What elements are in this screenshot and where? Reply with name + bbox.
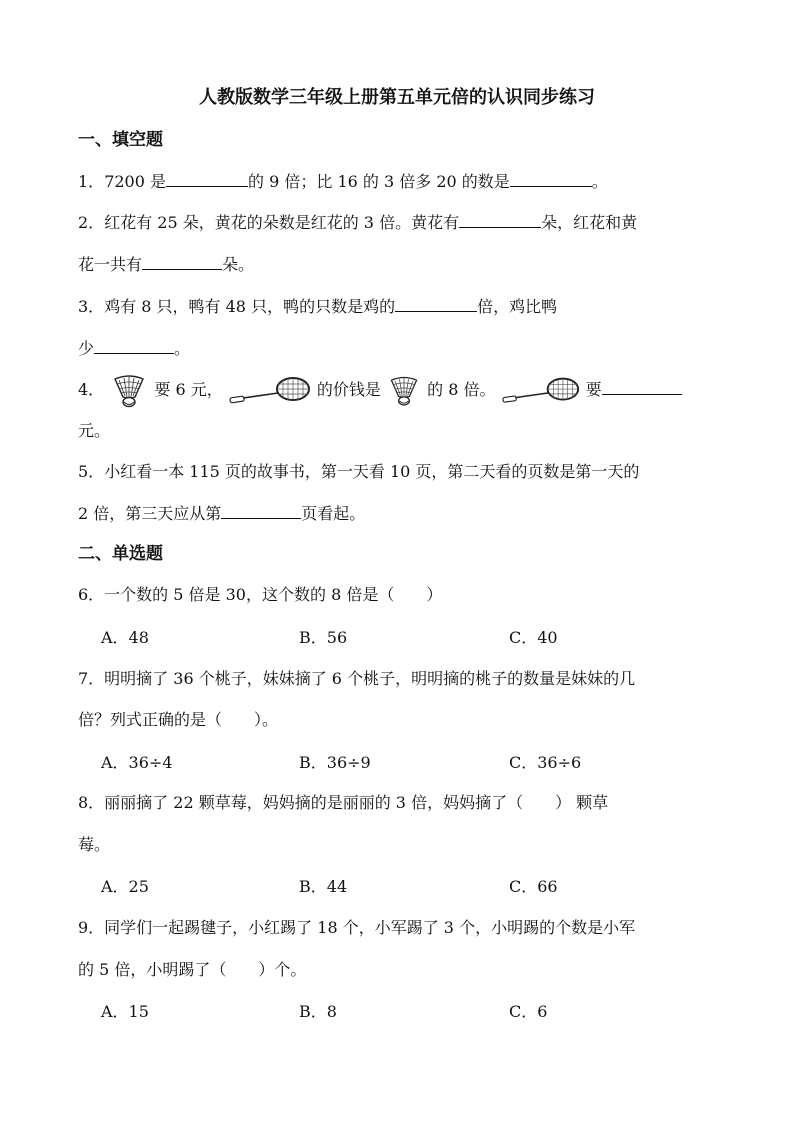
question-text: 朵，红花和黄	[541, 213, 638, 232]
question-number: 1．	[78, 172, 105, 191]
question-text: 鸡有 8 只，鸭有 48 只，鸭的只数是鸡的	[104, 297, 396, 316]
option-b[interactable]: B．44	[299, 877, 348, 896]
question-2	[78, 209, 637, 236]
answer-blank[interactable]	[459, 209, 541, 228]
question-9-continued: 的 5 倍，小明踢了（ ）个。	[78, 960, 307, 979]
question-1	[78, 168, 608, 195]
question-text: 页看起。	[301, 504, 366, 523]
question-5-continued	[78, 500, 365, 527]
shuttlecock-icon	[386, 371, 422, 411]
question-6: 6．一个数的 5 倍是 30，这个数的 8 倍是（ ）	[78, 585, 443, 604]
question-text: 倍，鸡比鸭	[477, 297, 558, 316]
answer-blank[interactable]	[395, 293, 477, 312]
badminton-racket-icon	[501, 376, 581, 406]
answer-blank[interactable]	[142, 251, 222, 270]
section-heading-fill: 一、填空题	[78, 130, 163, 150]
option-c[interactable]: C．66	[509, 877, 558, 896]
option-c[interactable]: C．6	[509, 1002, 548, 1021]
question-text: 朵。	[222, 255, 255, 274]
question-number: 4．	[78, 380, 105, 399]
question-text: 2 倍，第三天应从第	[78, 504, 222, 523]
question-7-continued: 倍？列式正确的是（ ）。	[78, 710, 279, 729]
answer-blank[interactable]	[221, 500, 301, 519]
question-text: 小红看一本 115 页的故事书，第一天看 10 页，第二天看的页数是第一天的	[104, 462, 640, 481]
question-4	[78, 370, 682, 411]
option-b[interactable]: B．8	[299, 1002, 337, 1021]
option-c[interactable]: C．36÷6	[509, 753, 582, 772]
question-number: 3．	[78, 297, 105, 316]
question-text: 的 8 倍。	[427, 380, 496, 399]
answer-blank[interactable]	[510, 168, 592, 187]
question-number: 5．	[78, 462, 105, 481]
question-text: 要 6 元，	[154, 380, 223, 399]
shuttlecock-icon	[109, 371, 149, 411]
section-heading-choice: 二、单选题	[78, 544, 163, 564]
page-title: 人教版数学三年级上册第五单元倍的认识同步练习	[199, 87, 595, 108]
option-a[interactable]: A．15	[101, 1002, 149, 1021]
question-3	[78, 293, 557, 320]
answer-blank[interactable]	[166, 168, 248, 187]
option-a[interactable]: A．36÷4	[101, 753, 173, 772]
question-text: 的 9 倍；比 16 的 3 倍多 20 的数是	[248, 172, 510, 191]
question-text: 要	[585, 380, 602, 399]
question-text: 。	[174, 339, 191, 358]
question-7: 7．明明摘了 36 个桃子，妹妹摘了 6 个桃子，明明摘的桃子的数量是妹妹的几	[78, 669, 636, 688]
question-number: 2．	[78, 213, 105, 232]
option-b[interactable]: B．36÷9	[299, 753, 371, 772]
question-text: 红花有 25 朵，黄花的朵数是红花的 3 倍。黄花有	[104, 213, 460, 232]
question-5	[78, 459, 639, 485]
question-text: 元。	[78, 421, 111, 440]
question-text: 7200 是	[104, 172, 166, 191]
question-9: 9．同学们一起踢毽子，小红踢了 18 个，小军踢了 3 个，小明踢的个数是小军	[78, 918, 636, 937]
option-a[interactable]: A．48	[101, 628, 149, 647]
question-text: 的价钱是	[316, 380, 381, 399]
option-c[interactable]: C．40	[509, 628, 558, 647]
question-text: 少	[78, 339, 95, 358]
question-text: 。	[591, 172, 608, 191]
option-a[interactable]: A．25	[101, 877, 149, 896]
question-2-continued	[78, 251, 254, 278]
answer-blank[interactable]	[94, 335, 174, 354]
option-b[interactable]: B．56	[299, 628, 348, 647]
question-text: 花一共有	[78, 255, 143, 274]
question-3-continued	[78, 335, 190, 362]
question-8: 8．丽丽摘了 22 颗草莓，妈妈摘的是丽丽的 3 倍，妈妈摘了（ ） 颗草	[78, 793, 609, 812]
question-4-continued	[78, 418, 110, 444]
answer-blank[interactable]	[602, 376, 682, 395]
question-8-continued: 莓。	[78, 835, 111, 854]
badminton-racket-icon	[228, 376, 312, 406]
